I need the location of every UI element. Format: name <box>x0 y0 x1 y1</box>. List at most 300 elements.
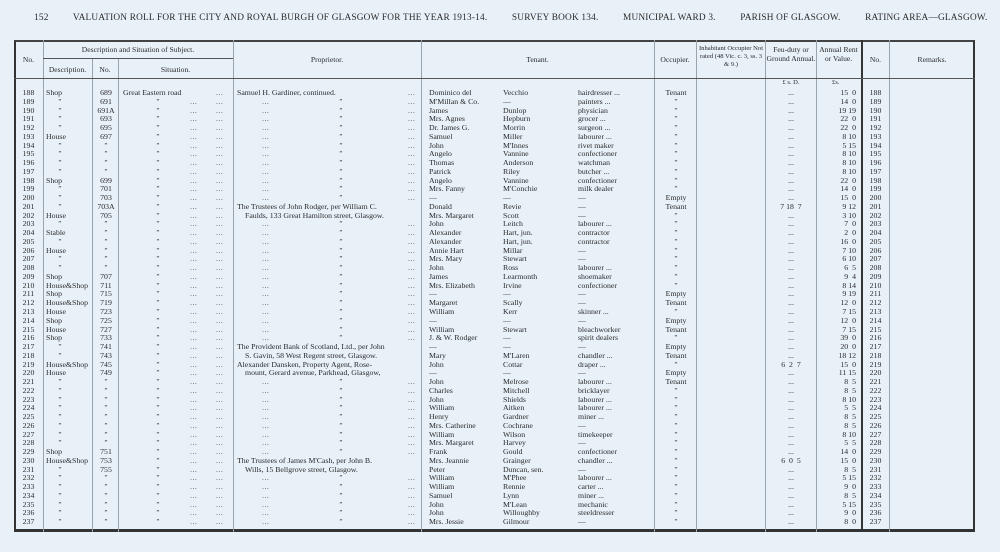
annual-value: 16 0 <box>840 236 856 246</box>
tenant-surname: Gardner <box>503 412 529 422</box>
row-number-right: 202 <box>869 210 882 220</box>
annual-value: 7 15 <box>842 307 856 316</box>
tenant-surname: — <box>503 193 511 203</box>
situation-dots: ... <box>216 140 224 150</box>
description: Shop <box>46 88 63 97</box>
situation-dots: ... <box>216 271 224 281</box>
tenant-first-name: Dr. James G. <box>429 123 470 133</box>
street-number: 701 <box>100 184 112 194</box>
tenant-surname: M'Phee <box>503 473 527 483</box>
feu-duty: ... <box>788 368 794 378</box>
tenant-surname: Vecchio <box>503 88 529 97</box>
tenant-first-name: Mrs. Fanny <box>429 184 465 194</box>
situation-dots: ... <box>190 96 198 106</box>
feu-duty: ... <box>788 236 794 246</box>
proprietor-dots: ... <box>408 517 416 527</box>
tenant-occupation: chandler ... <box>578 350 613 360</box>
annual-value: 5 15 <box>842 499 856 509</box>
tenant-surname: Scott <box>503 210 520 220</box>
proprietor-dots: ... <box>262 280 270 290</box>
occupier: ″ <box>674 263 678 273</box>
street-number: 741 <box>100 342 112 352</box>
tenant-first-name: — <box>429 289 437 299</box>
occupier: ″ <box>674 482 678 492</box>
proprietor-dots: ... <box>262 245 270 255</box>
proprietor-dots: ... <box>262 333 270 343</box>
description: ″ <box>58 158 62 168</box>
row-number-right: 226 <box>869 420 882 430</box>
description: ″ <box>58 114 62 124</box>
situation: ″ <box>156 228 160 238</box>
proprietor-dots: ... <box>262 184 270 194</box>
tenant-occupation: — <box>578 438 586 448</box>
row-number: 206 <box>22 245 35 255</box>
feu-duty: ... <box>788 140 794 150</box>
tenant-occupation: — <box>578 254 586 264</box>
tenant-first-name: Samuel <box>429 490 453 500</box>
annual-value: 15 0 <box>840 455 856 465</box>
proprietor: ″ <box>339 140 343 150</box>
situation-dots: ... <box>216 175 224 185</box>
situation-dots: ... <box>216 184 224 194</box>
row-number: 223 <box>22 394 35 404</box>
proprietor-dots: ... <box>408 280 416 290</box>
row-number: 214 <box>22 315 35 325</box>
annual-value: 5 15 <box>842 140 856 150</box>
annual-value: 5 15 <box>842 473 856 483</box>
occupier: ″ <box>674 236 678 246</box>
annual-value: 5 5 <box>844 438 856 448</box>
tenant-first-name: Alexander <box>429 228 462 238</box>
street-number: 705 <box>100 210 112 220</box>
tenant-occupation: draper ... <box>578 359 606 369</box>
tenant-first-name: John <box>429 263 444 273</box>
tenant-occupation: spirit dealers <box>578 333 619 343</box>
tenant-occupation: — <box>578 464 586 474</box>
table-row <box>0 263 1000 272</box>
feu-duty: ... <box>788 333 794 343</box>
annual-value: 14 0 <box>840 447 856 457</box>
occupier: ″ <box>674 149 678 159</box>
proprietor-dots: ... <box>262 105 270 115</box>
table-row <box>0 158 1000 167</box>
table-row <box>0 114 1000 123</box>
page-number: 152 <box>34 13 49 23</box>
table-row <box>0 403 1000 412</box>
tenant-surname: M'Lean <box>503 499 527 509</box>
annual-value: 6 10 <box>842 254 856 264</box>
proprietor-dots: ... <box>408 166 416 176</box>
occupier: ″ <box>674 385 678 395</box>
situation-dots: ... <box>190 210 198 220</box>
description: ″ <box>58 350 62 360</box>
description: ″ <box>58 140 62 150</box>
proprietor: ″ <box>339 289 343 299</box>
row-number-right: 205 <box>869 236 882 246</box>
description: ″ <box>58 105 62 115</box>
row-number: 199 <box>22 184 35 194</box>
situation: ″ <box>156 368 160 378</box>
feu-duty: ... <box>788 219 794 229</box>
situation-dots: ... <box>190 245 198 255</box>
tenant-surname: Cochrane <box>503 420 533 430</box>
description: ″ <box>58 254 62 264</box>
row-number-right: 233 <box>869 482 882 492</box>
row-number: 232 <box>22 473 35 483</box>
row-number-right: 208 <box>869 263 882 273</box>
row-number-right: 232 <box>869 473 882 483</box>
street-number: ″ <box>104 158 108 168</box>
table-row <box>0 176 1000 185</box>
tenant-occupation: — <box>578 420 586 430</box>
tenant-occupation: — <box>578 193 586 203</box>
table-row <box>0 97 1000 106</box>
row-number: 215 <box>22 324 35 334</box>
proprietor-dots: ... <box>408 158 416 168</box>
tenant-occupation: bricklayer <box>578 385 610 395</box>
situation: ″ <box>156 412 160 422</box>
tenant-surname: Cottar <box>503 359 523 369</box>
feu-duty: ... <box>788 193 794 203</box>
situation: ″ <box>156 149 160 159</box>
feu-duty: ... <box>788 166 794 176</box>
tenant-occupation: shoemaker <box>578 271 612 281</box>
description: Shop <box>46 315 63 325</box>
row-number-right: 230 <box>869 455 882 465</box>
tenant-first-name: James <box>429 271 449 281</box>
proprietor-dots: ... <box>262 420 270 430</box>
annual-units: £s. <box>832 79 840 86</box>
situation: ″ <box>156 210 160 220</box>
table-row <box>0 395 1000 404</box>
description: House <box>46 307 66 316</box>
tenant-surname: Shields <box>503 394 526 404</box>
table-row <box>0 219 1000 228</box>
row-number-right: 194 <box>869 140 882 150</box>
tenant-surname: Melrose <box>503 377 529 387</box>
row-number: 201 <box>22 201 35 211</box>
proprietor-dots: ... <box>262 114 270 124</box>
proprietor: ″ <box>339 245 343 255</box>
proprietor-dots: ... <box>408 245 416 255</box>
description: House&Shop <box>46 455 89 465</box>
row-number-right: 207 <box>869 254 882 264</box>
street-number: ″ <box>104 245 108 255</box>
row-number: 224 <box>22 403 35 413</box>
situation-dots: ... <box>190 131 198 141</box>
feu-duty: ... <box>788 412 794 422</box>
annual-value: 9 4 <box>844 271 856 281</box>
tenant-surname: Willoughby <box>503 508 540 518</box>
description: ″ <box>58 482 62 492</box>
situation-dots: ... <box>216 315 224 325</box>
tenant-surname: Morrin <box>503 123 526 133</box>
tenant-first-name: Angelo <box>429 149 452 159</box>
street-number: 691 <box>100 96 112 106</box>
proprietor-dots: ... <box>262 394 270 404</box>
proprietor-dots: ... <box>262 377 270 387</box>
proprietor: Samuel H. Gardiner, continued. <box>237 88 336 97</box>
situation-dots: ... <box>190 464 198 474</box>
occupier: ″ <box>674 307 678 316</box>
situation: Great Eastern road <box>123 88 182 97</box>
tenant-first-name: William <box>429 473 455 483</box>
situation-dots: ... <box>216 280 224 290</box>
description: House&Shop <box>46 298 89 308</box>
proprietor-dots: ... <box>408 315 416 325</box>
street-number: 703A <box>97 201 115 211</box>
row-number-right: 219 <box>869 359 882 369</box>
table-row <box>0 325 1000 334</box>
situation: ″ <box>156 96 160 106</box>
header-no-right: No. <box>869 55 882 64</box>
tenant-first-name: Patrick <box>429 166 452 176</box>
tenant-surname: Dunlop <box>503 105 527 115</box>
feu-duty: 6 2 7 <box>781 359 801 369</box>
proprietor-dots: ... <box>262 307 270 316</box>
feu-duty: ... <box>788 280 794 290</box>
tenant-occupation: chandler ... <box>578 455 613 465</box>
description: Stable <box>46 228 66 238</box>
situation: ″ <box>156 403 160 413</box>
row-number: 205 <box>22 236 35 246</box>
feu-duty: ... <box>788 105 794 115</box>
tenant-first-name: Donald <box>429 201 452 211</box>
tenant-occupation: — <box>578 245 586 255</box>
table-row <box>0 377 1000 386</box>
proprietor: ″ <box>339 254 343 264</box>
occupier: Tenant <box>665 201 687 211</box>
feu-duty: ... <box>788 88 794 97</box>
tenant-first-name: Alexander <box>429 236 462 246</box>
description: Shop <box>46 447 63 457</box>
proprietor: ″ <box>339 131 343 141</box>
occupier: ″ <box>674 245 678 255</box>
situation-dots: ... <box>190 271 198 281</box>
description: ″ <box>58 263 62 273</box>
situation-dots: ... <box>216 464 224 474</box>
tenant-occupation: butcher ... <box>578 166 610 176</box>
table-row <box>0 517 1000 526</box>
situation-dots: ... <box>190 412 198 422</box>
situation-dots: ... <box>216 298 224 308</box>
street-number: 689 <box>100 88 112 97</box>
description: ″ <box>58 236 62 246</box>
proprietor-dots: ... <box>408 114 416 124</box>
proprietor: ″ <box>339 315 343 325</box>
annual-value: 7 0 <box>844 219 856 229</box>
tenant-first-name: William <box>429 307 455 316</box>
row-number: 236 <box>22 508 35 518</box>
proprietor-dots: ... <box>408 499 416 509</box>
tenant-occupation: labourer ... <box>578 394 612 404</box>
situation: ″ <box>156 508 160 518</box>
row-number-right: 228 <box>869 438 882 448</box>
tenant-first-name: M'Millan & Co. <box>429 96 480 106</box>
header-no: No. <box>22 55 35 64</box>
proprietor-dots: ... <box>262 412 270 422</box>
situation: ″ <box>156 324 160 334</box>
tenant-first-name: Mrs. Catherine <box>429 420 476 430</box>
occupier: Empty <box>665 289 687 299</box>
annual-value: 8 10 <box>842 149 856 159</box>
street-number: ″ <box>104 517 108 527</box>
annual-value: 9 0 <box>844 508 856 518</box>
situation-dots: ... <box>190 158 198 168</box>
header-remarks: Remarks. <box>917 55 947 64</box>
street-number: ″ <box>104 403 108 413</box>
situation: ″ <box>156 473 160 483</box>
description: ″ <box>58 420 62 430</box>
situation-dots: ... <box>190 359 198 369</box>
tenant-surname: Hepburn <box>503 114 531 124</box>
tenant-first-name: — <box>429 342 437 352</box>
row-number: 189 <box>22 96 35 106</box>
annual-value: 8 5 <box>844 464 856 474</box>
street-number: ″ <box>104 254 108 264</box>
annual-value: 8 10 <box>842 158 856 168</box>
proprietor: ″ <box>339 377 343 387</box>
table-row <box>0 360 1000 369</box>
annual-value: 14 0 <box>840 184 856 194</box>
proprietor: ″ <box>339 263 343 273</box>
proprietor-dots: ... <box>262 193 270 203</box>
proprietor-dots: ... <box>408 149 416 159</box>
tenant-first-name: John <box>429 219 444 229</box>
row-number-right: 189 <box>869 96 882 106</box>
tenant-occupation: — <box>578 289 586 299</box>
row-number: 229 <box>22 447 35 457</box>
description: House <box>46 324 66 334</box>
situation: ″ <box>156 245 160 255</box>
tenant-surname: — <box>503 342 511 352</box>
tenant-first-name: William <box>429 429 455 439</box>
row-number: 216 <box>22 333 35 343</box>
occupier: ″ <box>674 403 678 413</box>
street-number: ″ <box>104 429 108 439</box>
situation-dots: ... <box>216 438 224 448</box>
proprietor-dots: ... <box>408 394 416 404</box>
row-number-right: 215 <box>869 324 882 334</box>
tenant-surname: — <box>503 333 511 343</box>
proprietor-dots: ... <box>262 429 270 439</box>
row-number: 237 <box>22 517 35 527</box>
row-number: 204 <box>22 228 35 238</box>
row-number-right: 211 <box>869 289 882 299</box>
proprietor-dots: ... <box>262 158 270 168</box>
annual-value: 22 0 <box>840 114 856 124</box>
street-number: ″ <box>104 412 108 422</box>
header-description: Description. <box>48 65 87 74</box>
proprietor-dots: ... <box>262 175 270 185</box>
tenant-surname: Revie <box>503 201 522 211</box>
situation: ″ <box>156 219 160 229</box>
proprietor-dots: ... <box>262 403 270 413</box>
table-row <box>0 412 1000 421</box>
annual-value: 22 0 <box>840 175 856 185</box>
situation-dots: ... <box>190 228 198 238</box>
description: ″ <box>58 385 62 395</box>
table-row <box>0 351 1000 360</box>
situation-dots: ... <box>216 219 224 229</box>
row-number-right: 196 <box>869 158 882 168</box>
description: ″ <box>58 490 62 500</box>
tenant-occupation: — <box>578 517 586 527</box>
occupier: Empty <box>665 368 687 378</box>
description: ″ <box>58 123 62 133</box>
annual-value: 11 15 <box>838 368 856 378</box>
situation-dots: ... <box>216 245 224 255</box>
situation-dots: ... <box>190 114 198 124</box>
row-number-right: 222 <box>869 385 882 395</box>
street-number: ″ <box>104 508 108 518</box>
situation-dots: ... <box>190 280 198 290</box>
proprietor-dots: ... <box>262 140 270 150</box>
header-annual-value: Annual Rent or Value. <box>819 45 858 63</box>
street-number: ″ <box>104 236 108 246</box>
annual-value: 9 19 <box>842 289 856 299</box>
proprietor-dots: ... <box>408 263 416 273</box>
row-number-right: 192 <box>869 123 882 133</box>
row-number: 235 <box>22 499 35 509</box>
tenant-occupation: mechanic <box>578 499 608 509</box>
proprietor: ″ <box>339 184 343 194</box>
tenant-surname: M'Conchie <box>503 184 538 194</box>
tenant-occupation: — <box>578 368 586 378</box>
situation: ″ <box>156 333 160 343</box>
annual-value: 18 12 <box>838 350 856 360</box>
row-number-right: 234 <box>869 490 882 500</box>
feu-duty: ... <box>788 350 794 360</box>
tenant-occupation: miner ... <box>578 490 604 500</box>
situation-dots: ... <box>190 394 198 404</box>
street-number: ″ <box>104 228 108 238</box>
situation-dots: ... <box>216 263 224 273</box>
situation-dots: ... <box>216 473 224 483</box>
situation: ″ <box>156 298 160 308</box>
situation: ″ <box>156 254 160 264</box>
situation-dots: ... <box>216 289 224 299</box>
situation-dots: ... <box>190 473 198 483</box>
street-number: 753 <box>100 455 112 465</box>
tenant-first-name: Mrs. Elizabeth <box>429 280 475 290</box>
annual-value: 19 19 <box>838 105 856 115</box>
table-row <box>0 289 1000 298</box>
tenant-occupation: confectioner <box>578 149 617 159</box>
annual-value: 22 0 <box>840 123 856 133</box>
occupier: ″ <box>674 228 678 238</box>
proprietor-dots: ... <box>408 271 416 281</box>
tenant-first-name: Mrs. Jeannie <box>429 455 469 465</box>
feu-duty: ... <box>788 263 794 273</box>
row-number: 219 <box>22 359 35 369</box>
situation-dots: ... <box>216 307 224 316</box>
tenant-first-name: — <box>429 368 437 378</box>
row-number-right: 198 <box>869 175 882 185</box>
situation: ″ <box>156 131 160 141</box>
situation-dots: ... <box>190 429 198 439</box>
annual-value: 8 5 <box>844 420 856 430</box>
street-number: ″ <box>104 482 108 492</box>
proprietor: ″ <box>339 403 343 413</box>
header-inhabitant-occupier: Inhabitant Occupier Not rated (48 Vic. c. 3, ss. 3 & 9.) <box>698 45 764 68</box>
table-row <box>0 88 1000 97</box>
proprietor: ″ <box>339 499 343 509</box>
description: ″ <box>58 184 62 194</box>
proprietor-dots: ... <box>408 508 416 518</box>
proprietor-dots: ... <box>262 508 270 518</box>
occupier: ″ <box>674 508 678 518</box>
